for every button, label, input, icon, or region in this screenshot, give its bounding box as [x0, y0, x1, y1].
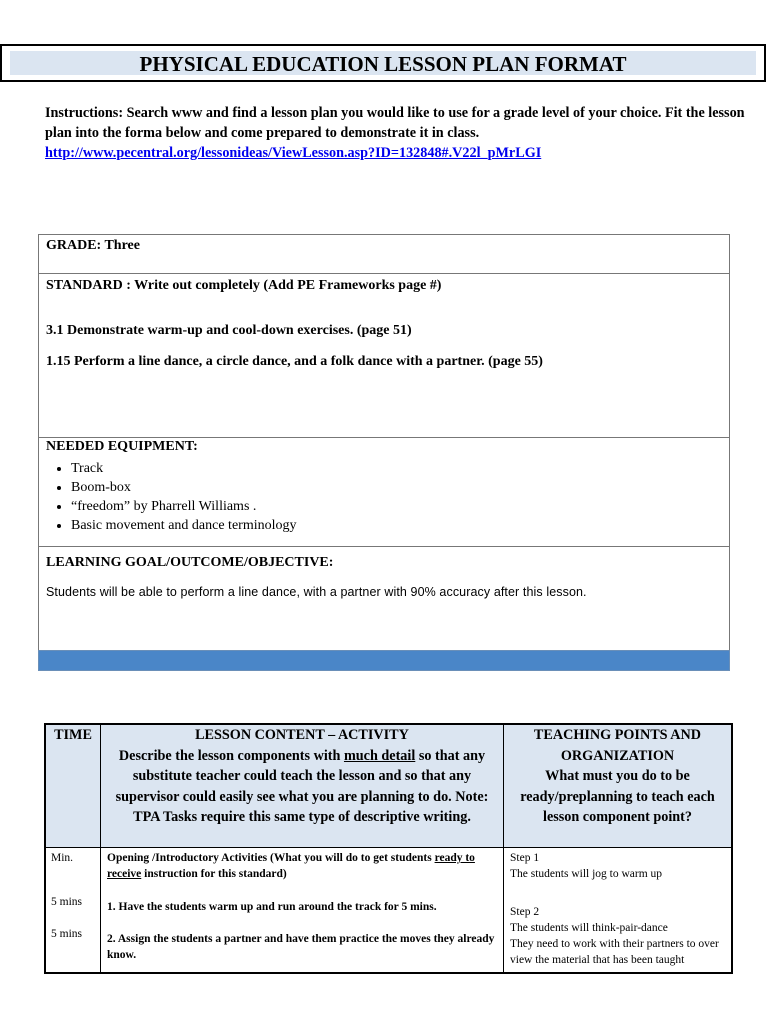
objective-text: Students will be able to perform a line dance, with a partner with 90% accuracy after this lesson. [46, 585, 587, 599]
opening-activities: Opening /Introductory Activities (What you will do to get students ready to receive instruction for this standard) [107, 852, 475, 880]
instructions-text: Instructions: Search www and find a lesson plan you would like to use for a grade level of your choice. Fit the lesson plan into the forma below and come prepared to demonstrate it in class. [45, 105, 745, 141]
instructions [45, 103, 745, 163]
step-1-text: The students will jog to warm up [510, 868, 663, 880]
table-header-row [45, 724, 732, 848]
teaching-header-title: TEACHING POINTS AND ORGANIZATION [533, 727, 702, 764]
activity-header-title: LESSON CONTENT – ACTIVITY [195, 727, 409, 743]
activity-cell [101, 848, 504, 974]
activity-step-2: 2. Assign the students a partner and have them practice the moves they already know. [107, 933, 495, 961]
time-header: TIME [45, 724, 101, 848]
step-1-label: Step 1 [510, 852, 540, 864]
activity-header [101, 724, 504, 848]
teaching-header [504, 724, 733, 848]
activity-step-1: 1. Have the students warm up and run around the track for 5 mins. [107, 901, 437, 913]
lesson-plan-table [44, 723, 733, 974]
activity-header-desc: Describe the lesson components with much detail so that any substitute teacher could teach the lesson and so that any supervisor could easily see what you are planning to do. Note: TPA Tasks require this same type of descriptive writing. [115, 747, 489, 825]
lesson-link[interactable]: http://www.pecentral.org/lessonideas/ViewLesson.asp?ID=132848#.V22l_pMrLGI [45, 145, 542, 161]
standard-item: 1.15 Perform a line dance, a circle dance, and a folk dance with a partner. (page 55) [46, 354, 543, 369]
grade-text: GRADE: Three [46, 238, 140, 253]
objective-heading: LEARNING GOAL/OUTCOME/OBJECTIVE: [46, 555, 334, 570]
objective-box [38, 546, 730, 651]
equipment-box [38, 437, 730, 547]
standard-box [38, 273, 730, 438]
standard-heading: STANDARD : Write out completely (Add PE Frameworks page #) [46, 278, 442, 293]
equipment-item: • Basic movement and dance terminology [71, 516, 729, 535]
title-box [0, 44, 766, 82]
equipment-list [39, 459, 729, 535]
equipment-heading: NEEDED EQUIPMENT: [46, 439, 198, 454]
page-title: PHYSICAL EDUCATION LESSON PLAN FORMAT [10, 51, 756, 75]
table-row [45, 848, 732, 974]
step-2-text-2: They need to work with their partners to over view the material that has been taught [510, 938, 719, 966]
grade-box [38, 234, 730, 274]
teaching-header-desc: What must you do to be ready/preplanning to teach each lesson component point? [520, 768, 715, 825]
standard-item: 3.1 Demonstrate warm-up and cool-down exercises. (page 51) [46, 323, 412, 338]
time-cell: Min. 5 mins 5 mins [45, 848, 101, 974]
step-2-label: Step 2 [510, 906, 540, 918]
step-2-text: The students will think-pair-dance [510, 922, 668, 934]
blue-divider-bar [38, 650, 730, 671]
equipment-item: • “freedom” by Pharrell Williams . [71, 497, 729, 516]
equipment-item: • Track [71, 459, 729, 478]
teaching-cell [504, 848, 733, 974]
equipment-item: • Boom-box [71, 478, 729, 497]
